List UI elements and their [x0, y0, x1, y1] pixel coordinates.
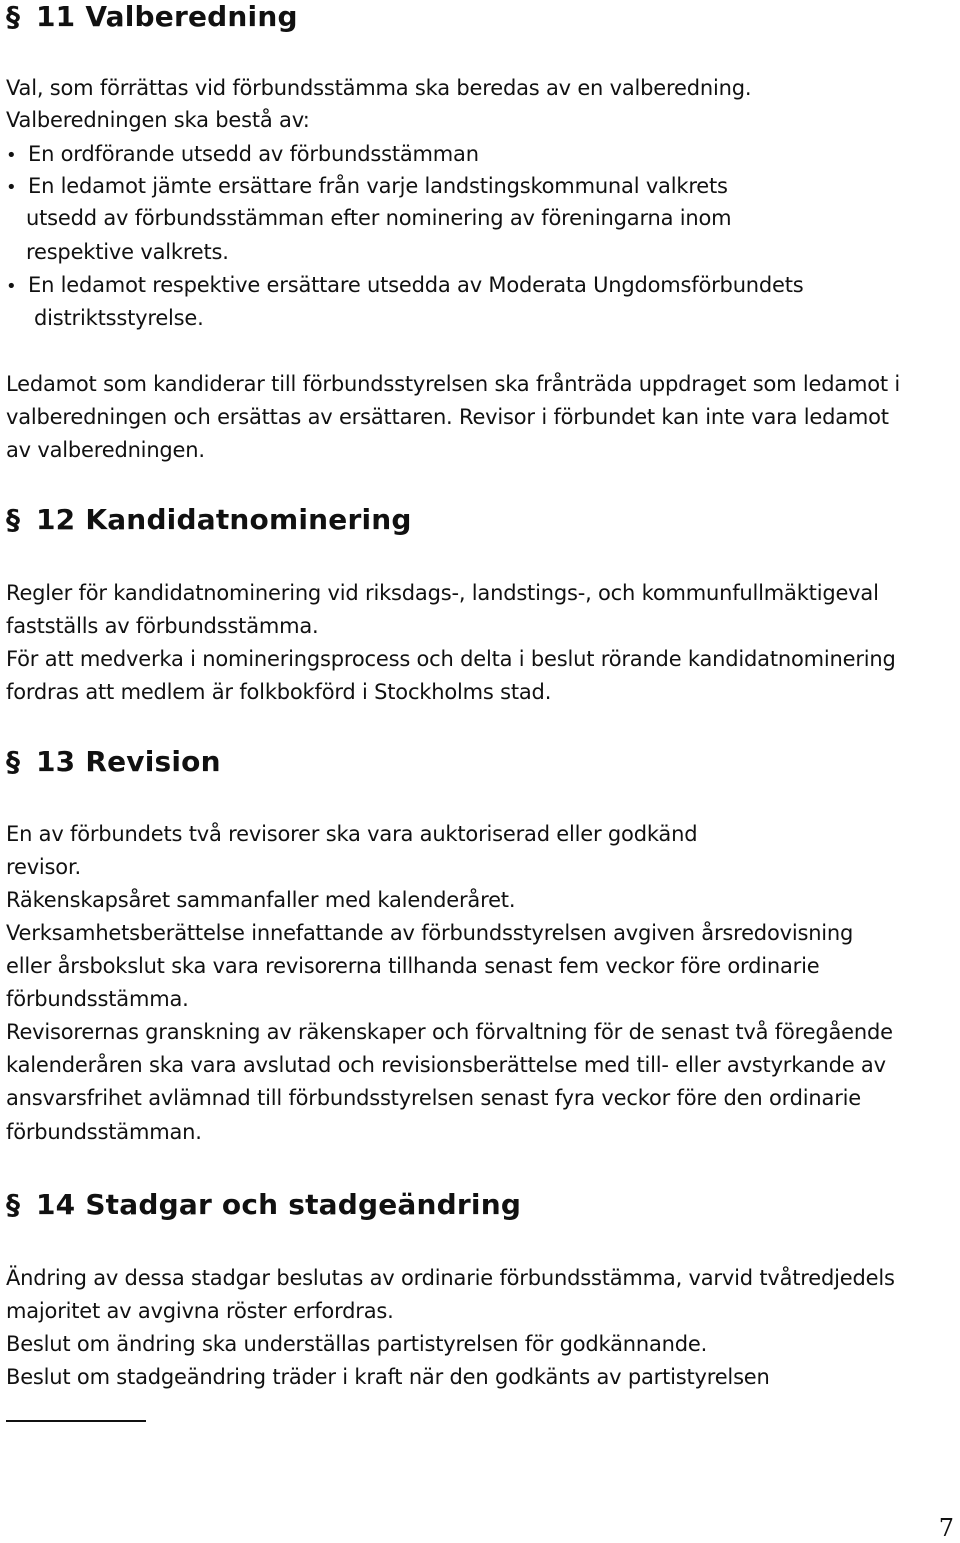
section-symbol: §	[6, 745, 21, 778]
section-14-text-line: majoritet av avgivna röster erfordras.	[6, 1299, 394, 1323]
section-12-text-line: fastställs av förbundsstämma.	[6, 614, 319, 638]
section-symbol: §	[6, 0, 21, 33]
section-11-paragraph-line: valberedningen och ersättas av ersättaren. Revisor i förbundet kan inte vara ledamot	[6, 405, 889, 429]
section-11-text-line: Val, som förrättas vid förbundsstämma ska beredas av en valberedning.	[6, 76, 752, 100]
list-item	[6, 170, 728, 204]
page-number: 7	[938, 1514, 954, 1542]
section-13-text-line: Revisorernas granskning av räkenskaper och förvaltning för de senast två föregående	[6, 1020, 893, 1044]
list-item	[6, 269, 804, 303]
section-11-text-line: Valberedningen ska bestå av:	[6, 108, 310, 132]
section-13-text-line: Räkenskapsåret sammanfaller med kalenderåret.	[6, 888, 516, 912]
section-11-title: 11 Valberedning	[36, 0, 298, 33]
section-13-text-line: förbundsstämman.	[6, 1120, 202, 1144]
list-item-text: En ledamot respektive ersättare utsedda av Moderata Ungdomsförbundets	[28, 273, 804, 297]
section-12-title: 12 Kandidatnominering	[36, 503, 412, 536]
section-13-text-line: revisor.	[6, 855, 81, 879]
list-item-continuation: distriktsstyrelse.	[34, 306, 204, 330]
list-item-continuation: respektive valkrets.	[26, 240, 229, 264]
section-11-paragraph-line: av valberedningen.	[6, 438, 205, 462]
section-13-text-line: ansvarsfrihet avlämnad till förbundsstyrelsen senast fyra veckor före den ordinarie	[6, 1086, 861, 1110]
section-13-text-line: eller årsbokslut ska vara revisorerna tillhanda senast fem veckor före ordinarie	[6, 954, 820, 978]
list-item-text: En ordförande utsedd av förbundsstämman	[28, 142, 479, 166]
bullet-icon: •	[6, 276, 17, 297]
bullet-icon: •	[6, 145, 17, 166]
section-12-text-line: fordras att medlem är folkbokförd i Stockholms stad.	[6, 680, 552, 704]
section-12-heading	[6, 503, 412, 536]
bullet-icon: •	[6, 177, 17, 198]
section-symbol: §	[6, 1188, 21, 1221]
section-14-text-line: Beslut om ändring ska underställas partistyrelsen för godkännande.	[6, 1332, 708, 1356]
section-14-title: 14 Stadgar och stadgeändring	[36, 1188, 522, 1221]
section-11-paragraph-line: Ledamot som kandiderar till förbundsstyrelsen ska frånträda uppdraget som ledamot i	[6, 372, 901, 396]
section-13-text-line: En av förbundets två revisorer ska vara auktoriserad eller godkänd	[6, 822, 698, 846]
section-symbol: §	[6, 503, 21, 536]
list-item-text: En ledamot jämte ersättare från varje landstingskommunal valkrets	[28, 174, 728, 198]
section-14-text-line: Beslut om stadgeändring träder i kraft när den godkänts av partistyrelsen	[6, 1365, 770, 1389]
section-13-text-line: kalenderåren ska vara avslutad och revisionsberättelse med till- eller avstyrkande av	[6, 1053, 886, 1077]
section-12-text-line: För att medverka i nomineringsprocess och delta i beslut rörande kandidatnominering	[6, 647, 896, 671]
section-12-text-line: Regler för kandidatnominering vid riksdags-, landstings-, och kommunfullmäktigeval	[6, 581, 879, 605]
signature-line	[6, 1420, 146, 1422]
section-13-title: 13 Revision	[36, 745, 221, 778]
section-13-text-line: Verksamhetsberättelse innefattande av förbundsstyrelsen avgiven årsredovisning	[6, 921, 854, 945]
section-13-heading	[6, 745, 221, 778]
section-11-heading	[6, 0, 298, 33]
section-14-heading	[6, 1188, 521, 1221]
section-14-text-line: Ändring av dessa stadgar beslutas av ordinarie förbundsstämma, varvid tvåtredjedels	[6, 1266, 895, 1290]
section-13-text-line: förbundsstämma.	[6, 987, 189, 1011]
list-item	[6, 138, 479, 172]
list-item-continuation: utsedd av förbundsstämman efter nominering av föreningarna inom	[26, 206, 732, 230]
